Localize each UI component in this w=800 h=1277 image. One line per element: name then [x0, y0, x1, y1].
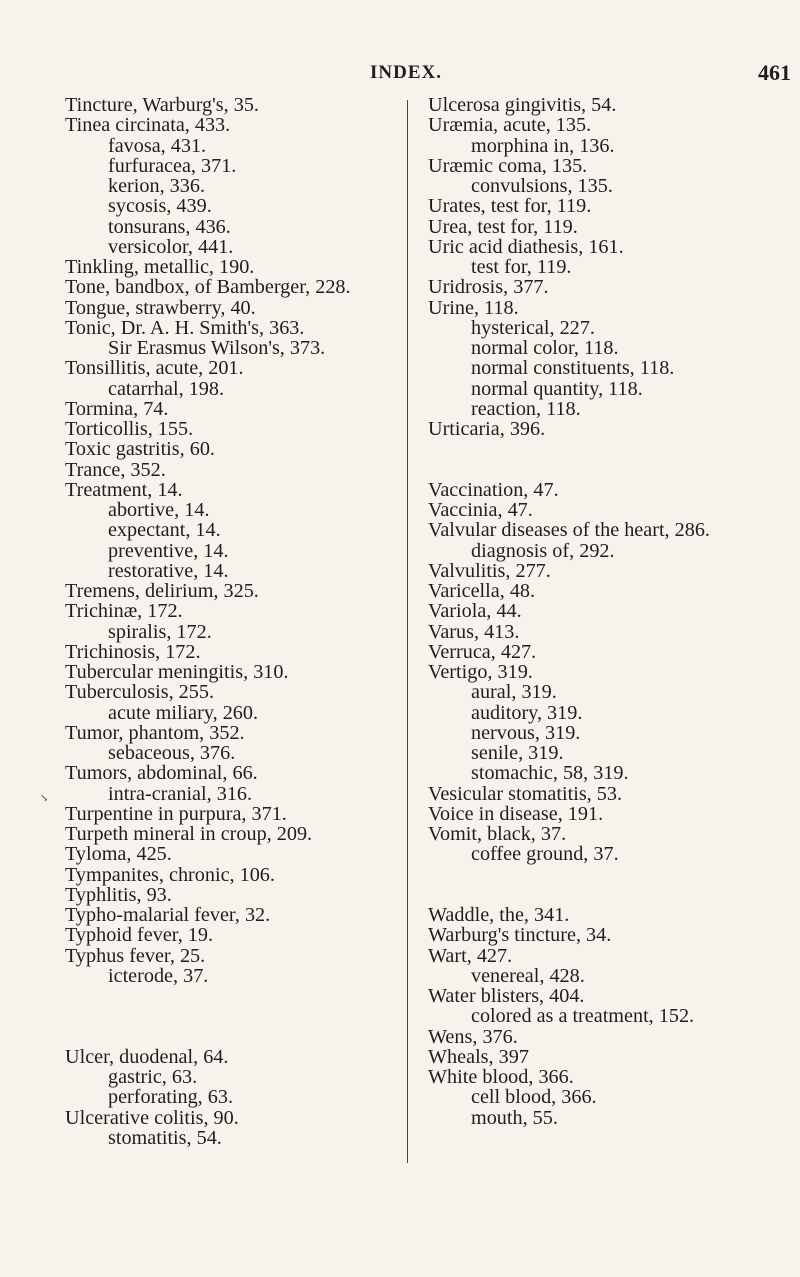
index-entry: Urea, test for, 119.: [428, 215, 578, 238]
index-subentry: intra-cranial, 316.: [108, 782, 253, 805]
index-subentry: auditory, 319.: [471, 701, 583, 724]
index-subentry: icterode, 37.: [108, 964, 209, 987]
section-gap: [428, 885, 798, 905]
index-column-right: [428, 95, 798, 1128]
index-entry: Turpentine in purpura, 371.: [65, 802, 287, 825]
index-subentry: tonsurans, 436.: [108, 215, 231, 238]
index-subentry: morphina in, 136.: [471, 134, 615, 157]
index-entry: Tremens, delirium, 325.: [65, 580, 259, 602]
margin-mark-icon: ↘: [40, 793, 49, 804]
index-subentry: gastric, 63.: [108, 1066, 198, 1088]
index-entry: Ulcerative colitis, 90.: [65, 1106, 239, 1129]
index-entry: Tincture, Warburg's, 35.: [65, 94, 259, 116]
index-entry: Tongue, strawberry, 40.: [65, 296, 256, 319]
index-entry: Wheals, 397: [428, 1045, 529, 1068]
index-subentry: convulsions, 135.: [471, 175, 613, 197]
index-entry: Varus, 413.: [428, 620, 520, 643]
index-entry: Verruca, 427.: [428, 640, 537, 663]
section-gap: [65, 1006, 405, 1026]
index-subentry: colored as a treatment, 152.: [471, 1005, 695, 1028]
index-entry: Tyloma, 425.: [65, 843, 172, 866]
index-entry: Vaccinia, 47.: [428, 499, 533, 521]
index-entry: Wens, 376.: [428, 1025, 518, 1048]
index-entry: Tumor, phantom, 352.: [65, 721, 245, 744]
index-subentry: normal color, 118.: [471, 337, 619, 359]
index-subentry: hysterical, 227.: [471, 316, 595, 339]
index-entry: Tuberculosis, 255.: [65, 681, 214, 704]
index-entry: Tinkling, metallic, 190.: [65, 256, 255, 278]
index-subentry: catarrhal, 198.: [108, 377, 225, 400]
index-entry: Water blisters, 404.: [428, 985, 585, 1007]
index-entry: Warburg's tincture, 34.: [428, 924, 612, 947]
index-entry: Treatment, 14.: [65, 478, 183, 501]
index-subentry: preventive, 14.: [108, 539, 229, 562]
index-entry: Vaccination, 47.: [428, 478, 559, 501]
section-gap: [65, 1027, 405, 1047]
index-entry: Tonic, Dr. A. H. Smith's, 363.: [65, 316, 305, 339]
index-subentry: versicolor, 441.: [108, 235, 234, 258]
section-gap: [65, 986, 405, 1006]
index-entry: Urine, 118.: [428, 296, 519, 319]
index-entry: Trichinæ, 172.: [65, 600, 183, 623]
index-subentry: cell blood, 366.: [471, 1086, 597, 1109]
index-entry: Ulcerosa gingivitis, 54.: [428, 94, 617, 116]
index-subentry: diagnosis of, 292.: [471, 539, 615, 562]
page-number: 461: [758, 60, 791, 85]
index-subentry: stomatitis, 54.: [108, 1126, 222, 1149]
index-subentry: perforating, 63.: [108, 1086, 234, 1109]
index-entry: White blood, 366.: [428, 1066, 574, 1088]
index-entry: Toxic gastritis, 60.: [65, 438, 215, 461]
index-subentry: sebaceous, 376.: [108, 742, 236, 764]
column-divider: [407, 100, 408, 1163]
index-subentry: stomachic, 58, 319.: [471, 762, 629, 785]
index-entry: Uridrosis, 377.: [428, 276, 549, 299]
index-entry: Voice in disease, 191.: [428, 802, 604, 825]
index-entry: Tumors, abdominal, 66.: [65, 762, 258, 785]
index-entry: Tonsillitis, acute, 201.: [65, 357, 244, 380]
index-entry: Tormina, 74.: [65, 397, 169, 420]
index-entry: Urates, test for, 119.: [428, 195, 592, 218]
page-header-title: INDEX.: [370, 62, 442, 83]
index-subentry: venereal, 428.: [471, 964, 585, 987]
index-entry: Trance, 352.: [65, 458, 166, 481]
index-entry: Tympanites, chronic, 106.: [65, 863, 275, 886]
section-gap: [428, 865, 798, 885]
index-entry: Uric acid diathesis, 161.: [428, 235, 624, 258]
index-subentry: spiralis, 172.: [108, 620, 212, 643]
index-subentry: expectant, 14.: [108, 519, 221, 542]
index-subentry: abortive, 14.: [108, 499, 210, 521]
index-entry: Valvular diseases of the heart, 286.: [428, 519, 710, 542]
index-entry: Vesicular stomatitis, 53.: [428, 782, 622, 805]
index-entry: Typho-malarial fever, 32.: [65, 904, 271, 926]
index-subentry: furfuracea, 371.: [108, 154, 237, 177]
index-subentry: aural, 319.: [471, 681, 557, 704]
index-subentry: senile, 319.: [471, 742, 564, 764]
index-subentry: reaction, 118.: [471, 397, 581, 420]
index-subentry: kerion, 336.: [108, 175, 205, 197]
index-entry: Tinea circinata, 433.: [65, 114, 231, 137]
index-entry: Trichinosis, 172.: [65, 640, 201, 663]
section-gap: [428, 439, 798, 459]
index-entry: Variola, 44.: [428, 600, 522, 623]
index-entry: Urticaria, 396.: [428, 418, 546, 440]
index-entry: Uræmia, acute, 135.: [428, 114, 592, 137]
index-entry: Turpeth mineral in croup, 209.: [65, 823, 313, 845]
index-subentry: test for, 119.: [471, 256, 572, 278]
index-entry: Typhus fever, 25.: [65, 944, 206, 967]
index-subentry: Sir Erasmus Wilson's, 373.: [108, 337, 326, 359]
index-subentry: coffee ground, 37.: [471, 843, 619, 866]
index-entry: Torticollis, 155.: [65, 418, 194, 440]
index-entry: Tone, bandbox, of Bamberger, 228.: [65, 276, 351, 299]
index-subentry: sycosis, 439.: [108, 195, 212, 218]
index-subentry: nervous, 319.: [471, 721, 581, 744]
index-subentry: normal constituents, 118.: [471, 357, 675, 380]
index-entry: Waddle, the, 341.: [428, 904, 570, 926]
index-entry: Typhoid fever, 19.: [65, 924, 214, 947]
index-entry: Valvulitis, 277.: [428, 559, 551, 582]
index-entry: Varicella, 48.: [428, 580, 536, 602]
index-subentry: favosa, 431.: [108, 134, 207, 157]
index-entry: Tubercular meningitis, 310.: [65, 661, 289, 683]
index-subentry: normal quantity, 118.: [471, 377, 643, 400]
index-subentry: restorative, 14.: [108, 559, 229, 582]
index-subentry: acute miliary, 260.: [108, 701, 259, 724]
index-entry: Wart, 427.: [428, 944, 513, 967]
index-entry: Ulcer, duodenal, 64.: [65, 1045, 229, 1068]
index-entry: Uræmic coma, 135.: [428, 154, 588, 177]
index-entry: Vomit, black, 37.: [428, 823, 567, 845]
index-entry: Vertigo, 319.: [428, 661, 533, 683]
section-gap: [428, 460, 798, 480]
index-subentry: mouth, 55.: [471, 1106, 558, 1129]
index-entry: Typhlitis, 93.: [65, 883, 172, 906]
index-column-left: [65, 95, 405, 1148]
